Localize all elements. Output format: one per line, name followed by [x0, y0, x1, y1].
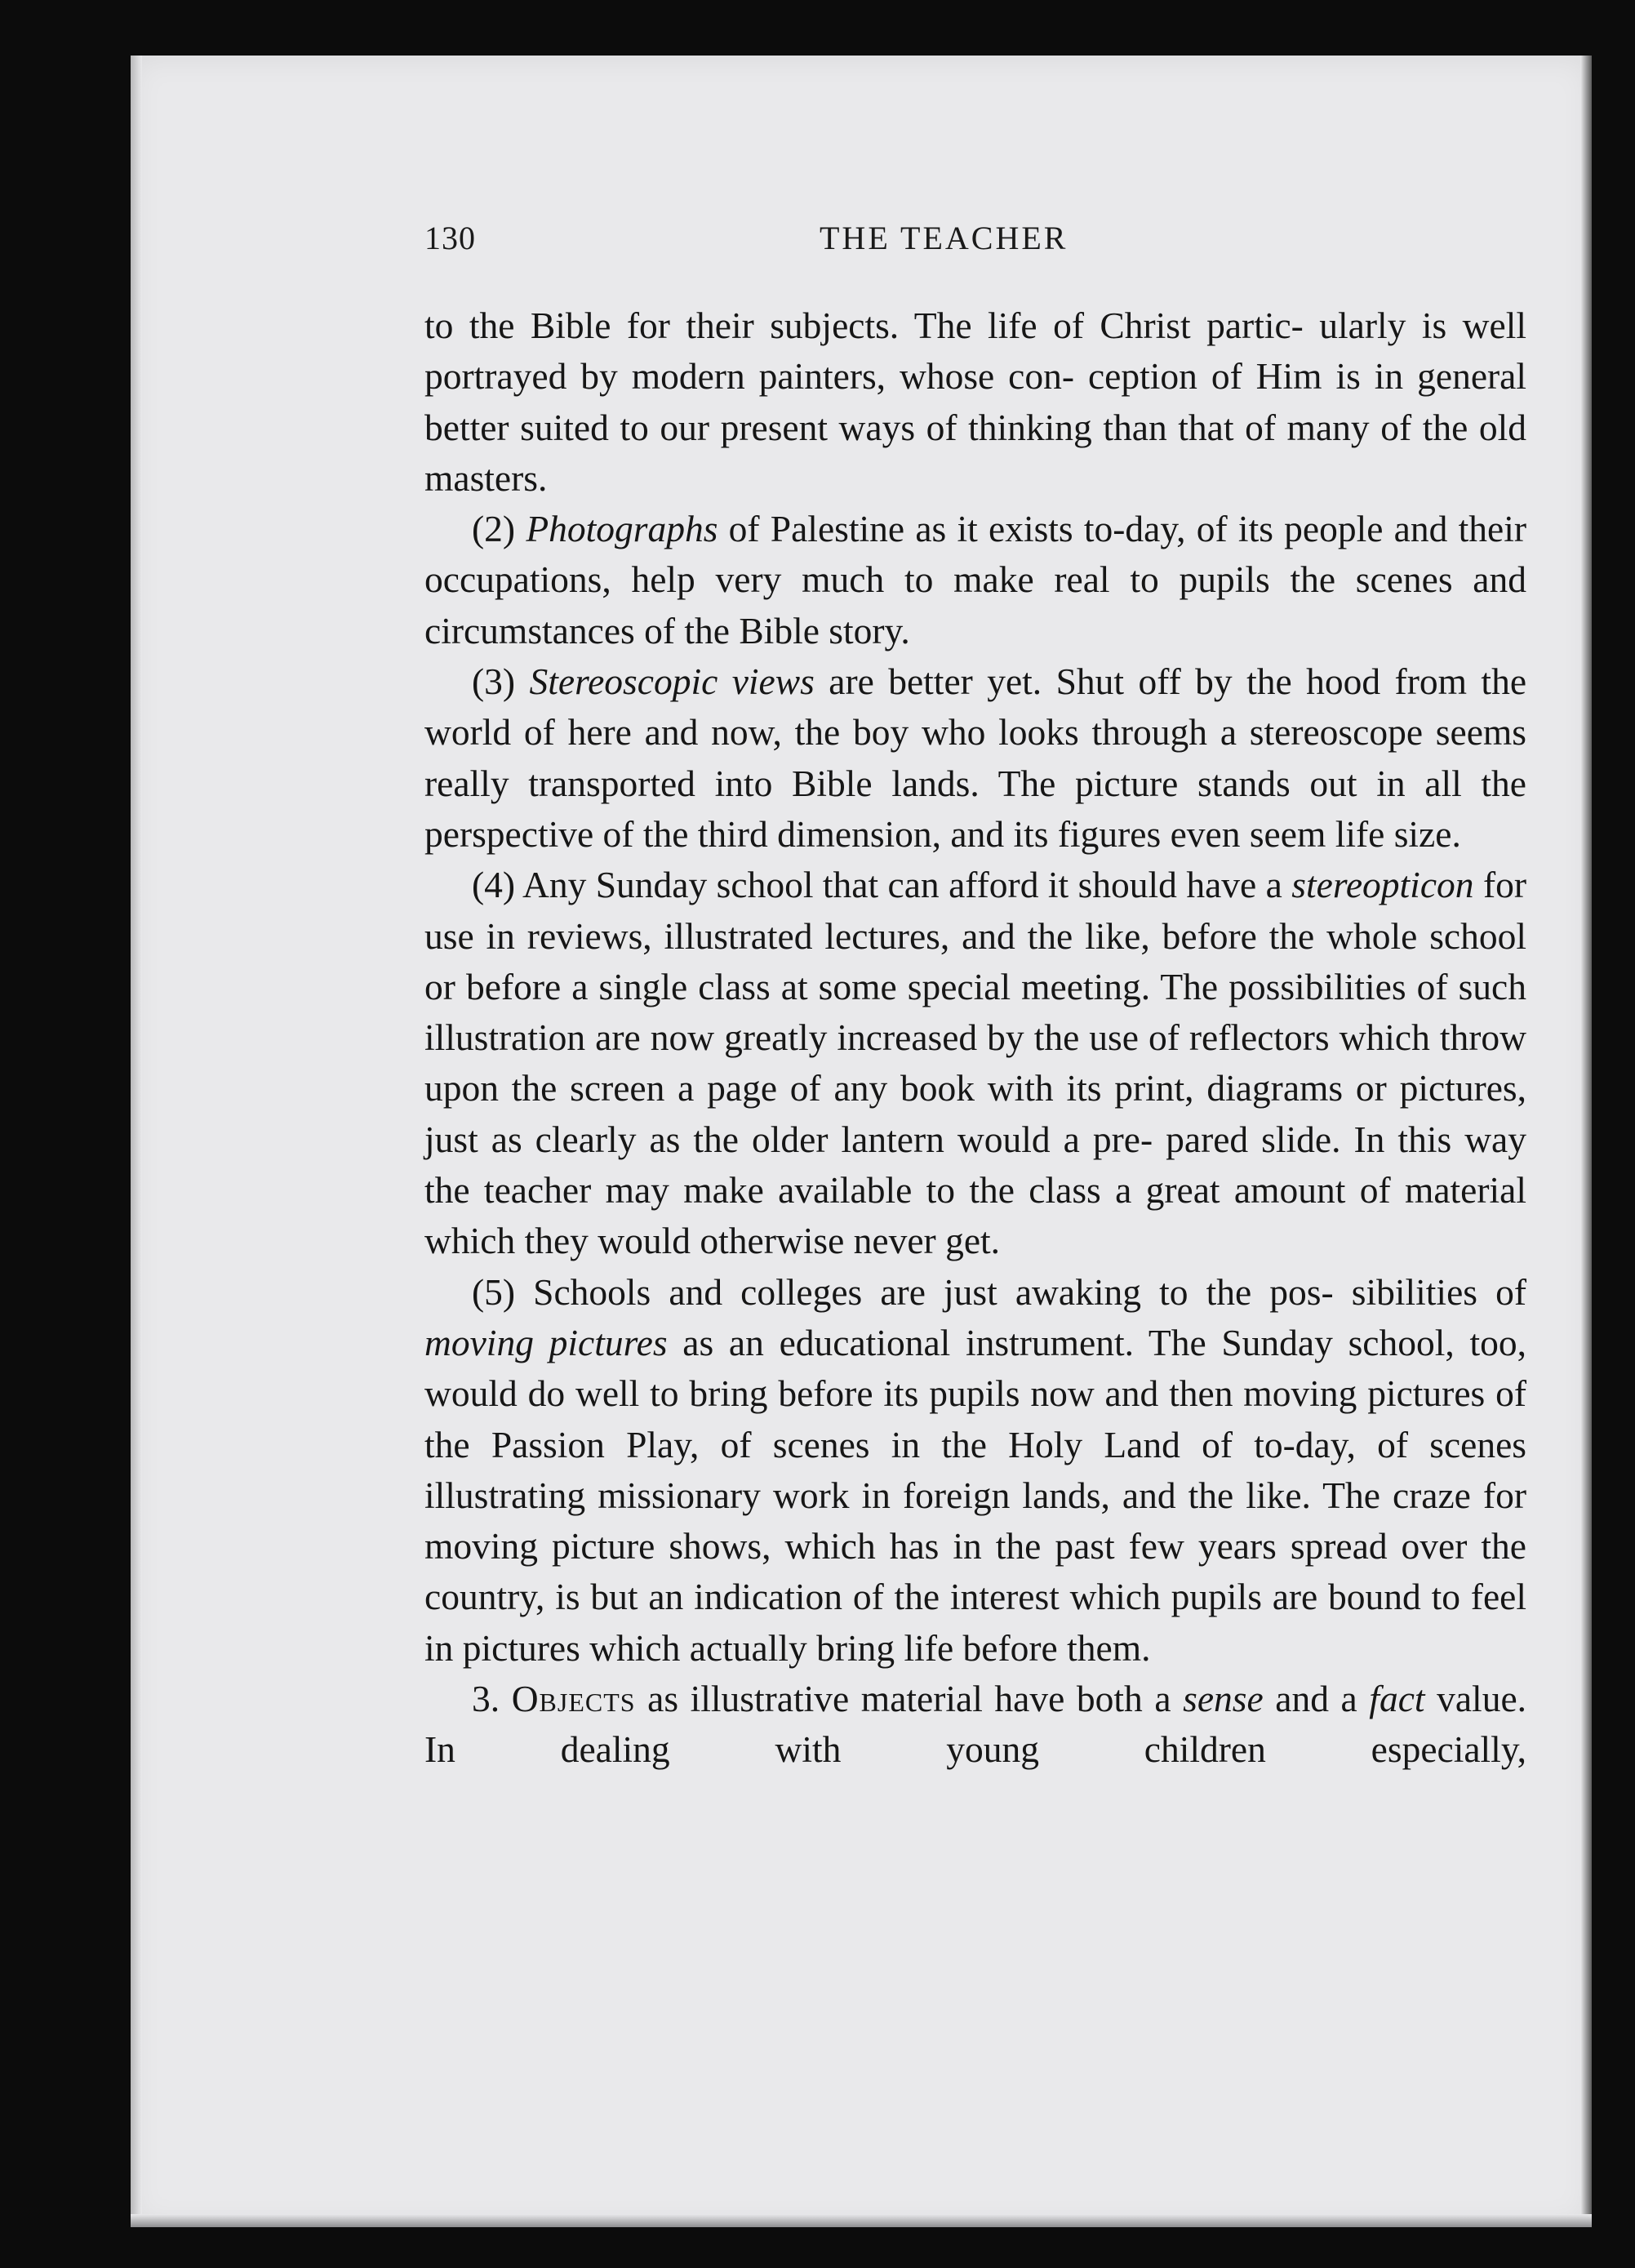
paragraph-2: [424, 504, 1526, 656]
paragraph-6: [424, 1674, 1526, 1776]
paragraph-3-number: (3): [472, 660, 530, 703]
page-edge-bottom: [131, 2214, 1592, 2227]
paragraph-2-emphasis: Photographs: [526, 508, 718, 550]
paragraph-6-heading: Objects: [511, 1678, 636, 1720]
paragraph-1-text: to the Bible for their subjects. The life of Christ partic- ularly is well portrayed by modern painters, whose con- ception of Him is in general better suited to our present ways of thinking than that of many of the old masters.: [424, 305, 1526, 499]
paragraph-5: [424, 1267, 1526, 1674]
running-title: THE TEACHER: [820, 220, 1069, 256]
paragraph-6-number: 3.: [472, 1678, 512, 1720]
paragraph-2-number: (2): [472, 508, 526, 550]
page-edge-right: [1580, 56, 1592, 2227]
paragraph-6-text-c: value. In dealing with young children especially,: [424, 1678, 1527, 1771]
paragraph-6-emphasis-a: sense: [1183, 1678, 1264, 1720]
paragraph-4-text-a: (4) Any Sunday school that can afford it should have a: [472, 864, 1292, 906]
paragraph-3-text: are better yet. Shut off by the hood from the world of here and now, the boy who looks through a stereoscope seems really transported into Bible lands. The picture stands out in all the perspective of the third dimension, and its figures even seem life size.: [424, 660, 1527, 855]
paragraph-4: [424, 860, 1526, 1266]
paragraph-3: [424, 656, 1526, 860]
paragraph-6-text-a: as illustrative material have both a: [635, 1678, 1184, 1720]
paragraph-4-emphasis: stereopticon: [1291, 864, 1474, 906]
paragraph-1: [424, 300, 1526, 504]
paragraph-5-emphasis: moving pictures: [424, 1321, 668, 1363]
paragraph-6-text-b: and a: [1263, 1678, 1370, 1720]
paragraph-4-text-b: for use in reviews, illustrated lectures, and the like, before the whole school or before a single class at some special meeting. The possibilities of such illustration are now greatly increased by the use of reflectors which throw upon the screen a page of any book with its print, diagrams or pictures, just as clearly as the older lantern would a pre- pared slide. In this way the teacher may make available to the class a great amount of material which they would otherwise never get.: [424, 864, 1526, 1262]
page-header: [424, 219, 1123, 271]
paragraph-5-text-a: (5) Schools and colleges are just awaking to the pos- sibilities of: [472, 1270, 1526, 1313]
paragraph-3-emphasis: Stereoscopic views: [529, 660, 815, 703]
page-number: 130: [424, 220, 476, 256]
paragraph-6-emphasis-b: fact: [1369, 1678, 1425, 1720]
paragraph-5-text-b: as an educational instrument. The Sunday school, too, would do well to bring before its pupils now and then moving pictures of the Passion Play, of scenes in the Holy Land of to-day, of scenes illustrating missionary work in foreign lands, and the like. The craze for moving picture shows, which has in the past few years spread over the country, is but an indication of the interest which pupils are bound to feel in pictures which actually bring life before them.: [424, 1321, 1527, 1669]
body-text: [424, 300, 1526, 1776]
page-edge-left: [131, 56, 142, 2227]
paragraph-2-text: of Palestine as it exists to-day, of its people and their occupations, help very much to make real to pupils the scenes and circumstances of the Bible story.: [424, 508, 1527, 651]
